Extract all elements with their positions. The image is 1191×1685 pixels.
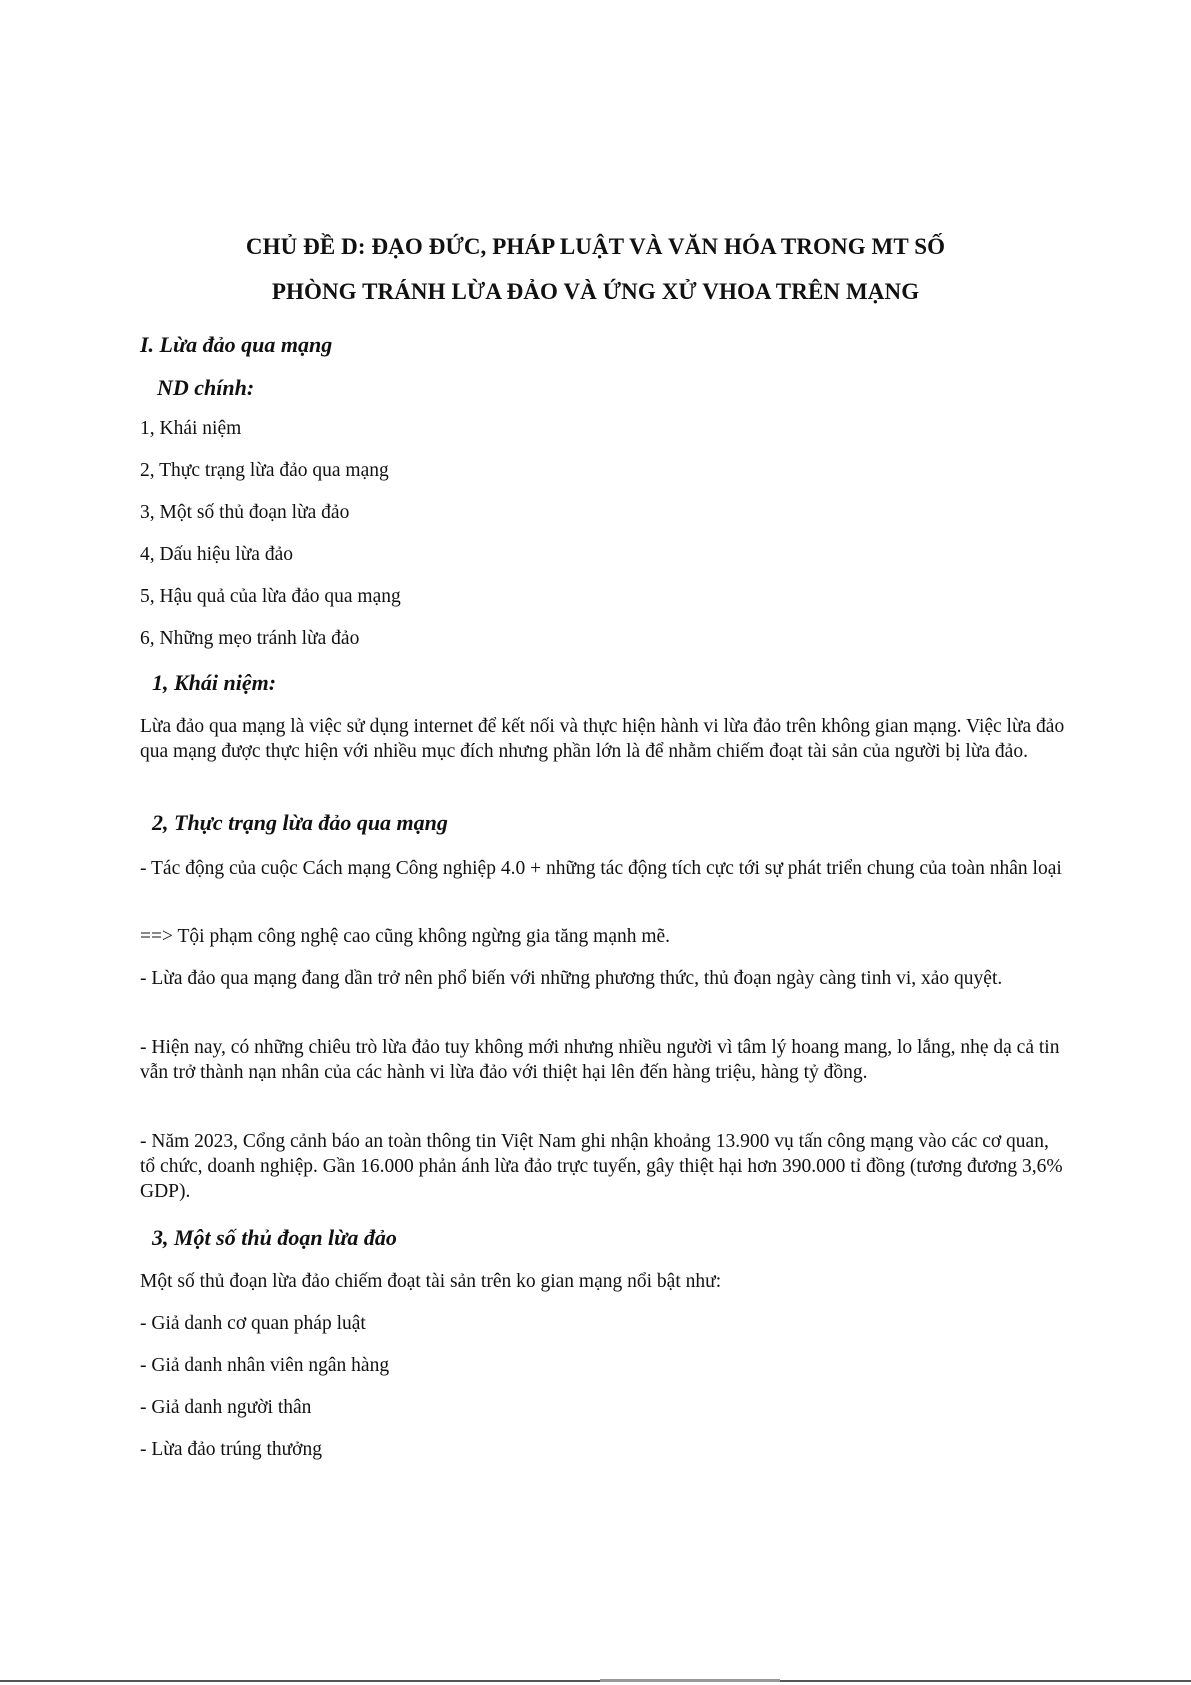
main-content-heading: ND chính: <box>157 375 255 400</box>
concept-paragraph: Lừa đảo qua mạng là việc sử dụng internet để kết nối và thực hiện hành vi lừa đảo trên không gian mạng. Việc lừa đảo qua mạng được thực hiện với nhiều mục đích nhưng phần lớn là để nhằm chiếm đoạt tài sản của người bị lừa đảo. <box>140 716 1065 762</box>
concept-heading: 1, Khái niệm: <box>152 670 277 695</box>
outline-item: 2, Thực trạng lừa đảo qua mạng <box>140 460 389 481</box>
status-paragraph: - Lừa đảo qua mạng đang dần trở nên phổ biến với những phương thức, thủ đoạn ngày càng tinh vi, xảo quyệt. <box>140 968 1003 989</box>
trick-item: - Giả danh người thân <box>140 1397 312 1418</box>
trick-item: - Lừa đảo trúng thưởng <box>140 1439 322 1460</box>
tricks-intro: Một số thủ đoạn lừa đảo chiếm đoạt tài sản trên ko gian mạng nổi bật như: <box>140 1271 722 1292</box>
tricks-heading: 3, Một số thủ đoạn lừa đảo <box>152 1225 397 1250</box>
title-line-1: CHỦ ĐỀ D: ĐẠO ĐỨC, PHÁP LUẬT VÀ VĂN HÓA TRONG MT SỐ <box>245 234 946 259</box>
trick-item: - Giả danh nhân viên ngân hàng <box>140 1355 390 1376</box>
trick-item: - Giả danh cơ quan pháp luật <box>140 1313 366 1334</box>
status-paragraph: - Tác động của cuộc Cách mạng Công nghiệp 4.0 + những tác động tích cực tới sự phát triển chung của toàn nhân loại <box>140 858 1062 879</box>
outline-item: 3, Một số thủ đoạn lừa đảo <box>140 502 350 523</box>
outline-item: 4, Dấu hiệu lừa đảo <box>140 544 293 565</box>
status-heading: 2, Thực trạng lừa đảo qua mạng <box>152 810 448 835</box>
outline-item: 6, Những mẹo tránh lừa đảo <box>140 628 360 649</box>
section-heading-scam-online: I. Lừa đảo qua mạng <box>140 332 333 357</box>
title-line-2: PHÒNG TRÁNH LỪA ĐẢO VÀ ỨNG XỬ VHOA TRÊN MẠNG <box>271 279 920 304</box>
status-paragraph: - Hiện nay, có những chiêu trò lừa đảo tuy không mới nhưng nhiều người vì tâm lý hoang mang, lo lắng, nhẹ dạ cả tin vẫn trở thành nạn nhân của các hành vi lừa đảo với thiệt hại lên đến hàng triệu, hàng tỷ đồng. <box>140 1037 1060 1083</box>
outline-item: 1, Khái niệm <box>140 418 242 439</box>
status-paragraph: - Năm 2023, Cổng cảnh báo an toàn thông tin Việt Nam ghi nhận khoảng 13.900 vụ tấn công mạng vào các cơ quan, tổ chức, doanh nghiệp. Gần 16.000 phản ánh lừa đảo trực tuyến, gây thiệt hại hơn 390.000 tỉ đồng (tương đương 3,6% GDP). <box>140 1131 1063 1202</box>
outline-item: 5, Hậu quả của lừa đảo qua mạng <box>140 586 401 607</box>
status-paragraph: ==> Tội phạm công nghệ cao cũng không ngừng gia tăng mạnh mẽ. <box>140 926 671 947</box>
page-bottom-divider <box>0 1680 1191 1682</box>
page-bottom-mark <box>600 1679 780 1682</box>
